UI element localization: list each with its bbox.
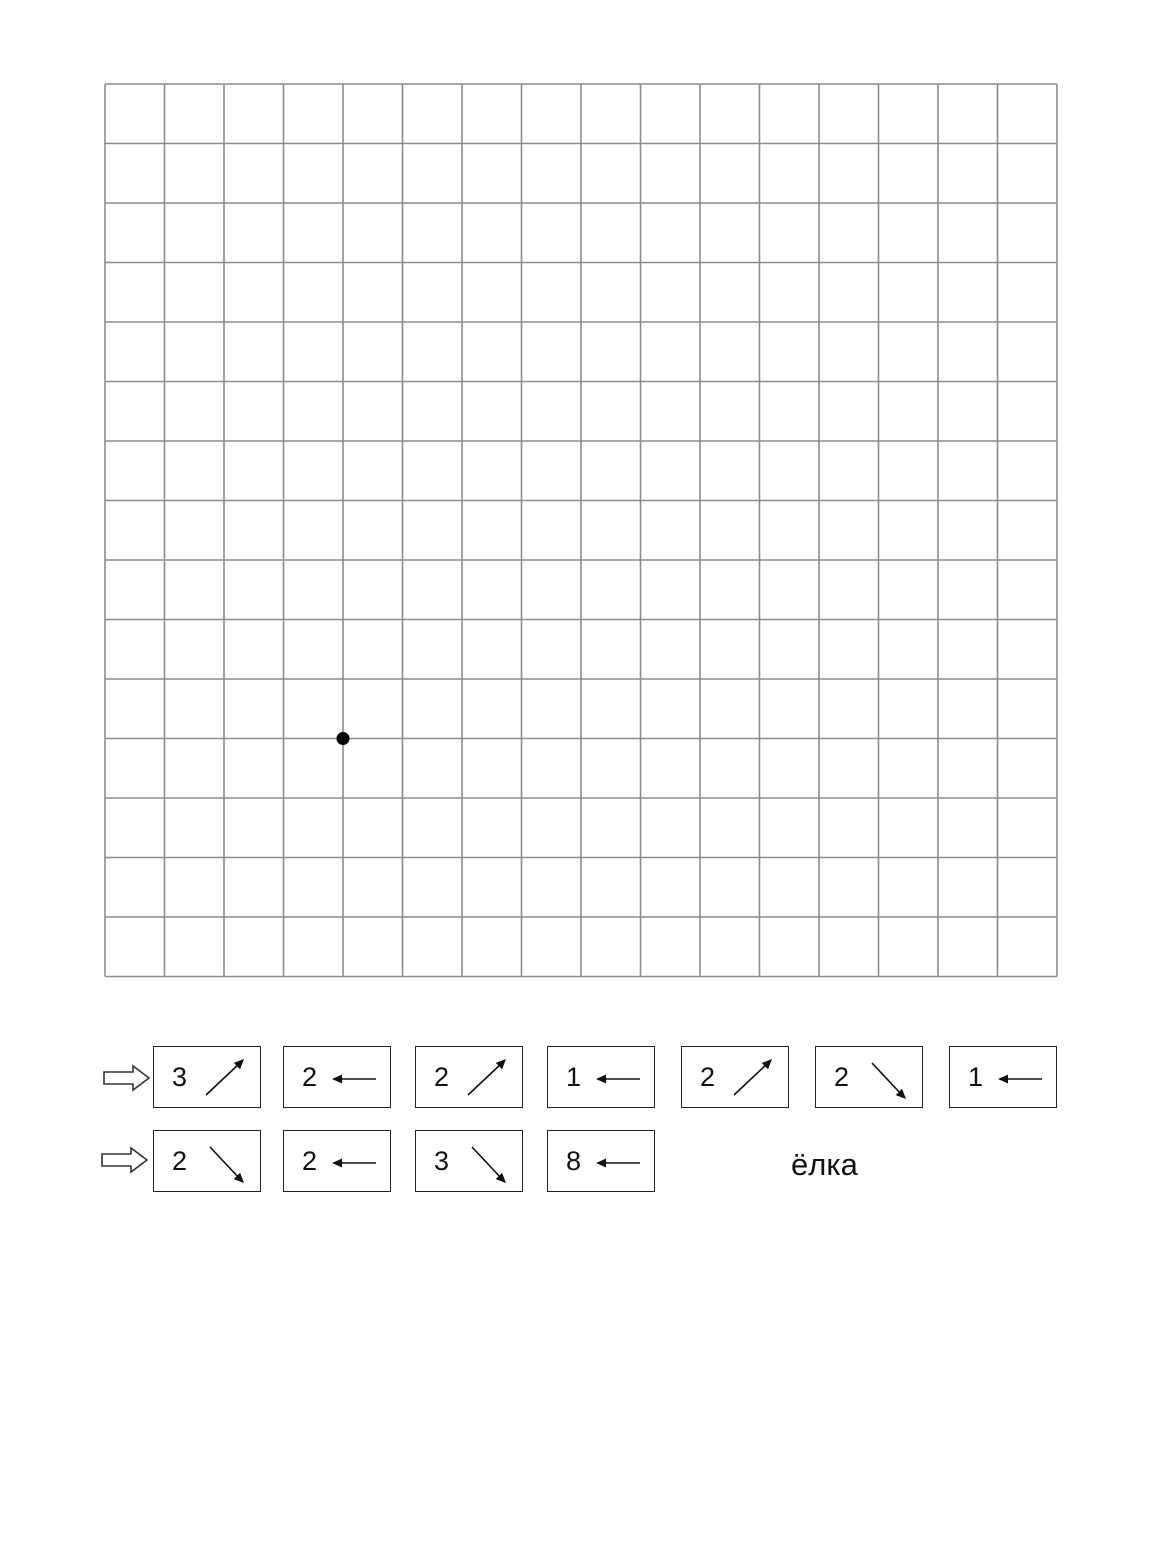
answer-word: ёлка: [791, 1147, 858, 1182]
instruction-card: [547, 1130, 655, 1192]
instruction-card: [815, 1046, 923, 1108]
instruction-steps: 1: [968, 1062, 984, 1092]
instruction-steps: 2: [834, 1062, 850, 1092]
instruction-card: [415, 1130, 523, 1192]
instruction-steps: 2: [302, 1146, 318, 1176]
instruction-steps: 3: [172, 1062, 188, 1092]
arrow-down-right-icon: [864, 1055, 912, 1099]
instruction-card: [153, 1046, 261, 1108]
instruction-steps: 2: [434, 1062, 450, 1092]
arrow-left-icon: [998, 1055, 1046, 1099]
row-2-start-arrow-icon: [101, 1146, 149, 1174]
instruction-card: [283, 1130, 391, 1192]
start-point: [337, 732, 350, 745]
instruction-card: [547, 1046, 655, 1108]
arrow-left-icon: [332, 1139, 380, 1183]
arrow-up-right-icon: [202, 1055, 250, 1099]
instruction-steps: 2: [302, 1062, 318, 1092]
instruction-card: [681, 1046, 789, 1108]
arrow-down-right-icon: [202, 1139, 250, 1183]
instruction-steps: 3: [434, 1146, 450, 1176]
arrow-left-icon: [596, 1139, 644, 1183]
arrow-down-right-icon: [464, 1139, 512, 1183]
instruction-card: [283, 1046, 391, 1108]
instruction-steps: 2: [700, 1062, 716, 1092]
arrow-up-right-icon: [464, 1055, 512, 1099]
instruction-card: [153, 1130, 261, 1192]
arrow-up-right-icon: [730, 1055, 778, 1099]
arrow-left-icon: [596, 1055, 644, 1099]
row-1-start-arrow-icon: [103, 1064, 151, 1092]
instruction-steps: 8: [566, 1146, 582, 1176]
instruction-card: [949, 1046, 1057, 1108]
instruction-steps: 2: [172, 1146, 188, 1176]
arrow-left-icon: [332, 1055, 380, 1099]
instruction-card: [415, 1046, 523, 1108]
instruction-steps: 1: [566, 1062, 582, 1092]
